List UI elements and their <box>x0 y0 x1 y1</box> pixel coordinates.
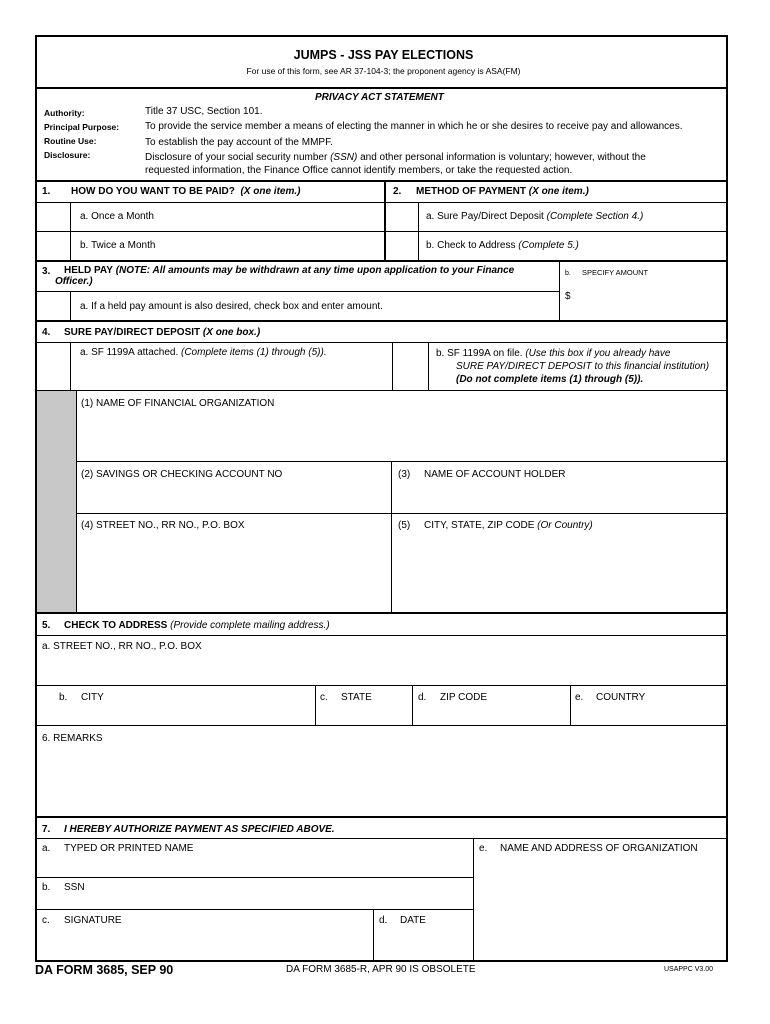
date-letter: d. <box>379 915 388 926</box>
divider <box>37 87 726 89</box>
account-holder-label: NAME OF ACCOUNT HOLDER <box>424 469 566 480</box>
check-street-label: a. STREET NO., RR NO., P.O. BOX <box>42 641 202 652</box>
city-state-zip-input[interactable] <box>393 532 726 612</box>
remarks-label: 6. REMARKS <box>42 733 103 744</box>
account-no-input[interactable] <box>77 481 390 512</box>
purpose-text: To provide the service member a means of electing the manner in which he or she desires to receive pay and allowances. <box>145 121 683 132</box>
org-address-label: NAME AND ADDRESS OF ORGANIZATION <box>500 843 698 854</box>
authority-text: Title 37 USC, Section 101. <box>145 106 263 117</box>
section3-heading: HELD PAY (NOTE: All amounts may be withdrawn at any time upon application to your Finance <box>64 265 515 276</box>
ssn-label: SSN <box>64 882 85 893</box>
form-subtitle: For use of this form, see AR 37-104-3; the proponent agency is ASA(FM) <box>246 66 521 76</box>
date-label: DATE <box>400 915 426 926</box>
direct-deposit-label: a. Sure Pay/Direct Deposit (Complete Section 4.) <box>426 211 644 222</box>
held-pay-checkbox[interactable] <box>37 292 70 321</box>
zip-input[interactable] <box>413 704 569 724</box>
held-pay-b-letter: b. <box>565 270 571 277</box>
section3-note-2: Officer.) <box>55 276 93 287</box>
form-id: DA FORM 3685, SEP 90 <box>35 963 174 977</box>
gray-shaded-column <box>37 391 76 613</box>
city-state-zip-label: CITY, STATE, ZIP CODE (Or Country) <box>424 520 593 531</box>
ssn-input[interactable] <box>37 894 472 908</box>
purpose-label: Principal Purpose: <box>44 122 120 132</box>
pay-election-form <box>35 35 728 962</box>
financial-org-input[interactable] <box>77 410 726 460</box>
once-a-month-label: a. Once a Month <box>80 211 154 222</box>
sf1199a-on-file-note: SURE PAY/DIRECT DEPOSIT to this financial institution) <box>456 361 710 372</box>
dollar-sign: $ <box>565 291 571 302</box>
name-letter: a. <box>42 843 51 854</box>
country-label: COUNTRY <box>596 692 646 703</box>
sf1199a-attached-label: a. SF 1199A attached. (Complete items (1) through (5)). <box>80 347 327 358</box>
section4-heading: SURE PAY/DIRECT DEPOSIT (X one box.) <box>64 327 261 338</box>
sf1199a-attached-checkbox[interactable] <box>37 343 70 389</box>
street-label: (4) STREET NO., RR NO., P.O. BOX <box>81 520 245 531</box>
twice-a-month-checkbox[interactable] <box>37 232 70 261</box>
ssn-letter: b. <box>42 882 51 893</box>
held-pay-label: a. If a held pay amount is also desired, check box and enter amount. <box>80 301 383 312</box>
city-letter: b. <box>59 692 68 703</box>
held-pay-amount-input[interactable] <box>572 285 722 315</box>
state-label: STATE <box>341 692 372 703</box>
section7-heading: I HEREBY AUTHORIZE PAYMENT AS SPECIFIED ABOVE. <box>64 824 335 835</box>
check-to-address-label: b. Check to Address (Complete 5.) <box>426 240 579 251</box>
country-letter: e. <box>575 692 584 703</box>
org-address-input[interactable] <box>475 855 726 960</box>
section7-number: 7. <box>42 824 51 835</box>
specify-amount-label: SPECIFY AMOUNT <box>582 268 649 277</box>
street-input[interactable] <box>77 532 390 612</box>
obsolete-notice: DA FORM 3685-R, APR 90 IS OBSOLETE <box>286 964 476 975</box>
form-title: JUMPS - JSS PAY ELECTIONS <box>293 48 474 62</box>
disclosure-text: Disclosure of your social security number (SSN) and other personal information is voluntary; however, without the <box>145 152 646 163</box>
org-letter: e. <box>479 843 488 854</box>
account-no-label: (2) SAVINGS OR CHECKING ACCOUNT NO <box>81 469 283 480</box>
country-input[interactable] <box>571 704 726 724</box>
section1-number: 1. <box>42 186 51 197</box>
section2-heading: METHOD OF PAYMENT (X one item.) <box>416 186 589 197</box>
section5-heading: CHECK TO ADDRESS (Provide complete mailing address.) <box>64 620 330 631</box>
routine-text: To establish the pay account of the MMPF. <box>145 137 333 148</box>
financial-org-label: (1) NAME OF FINANCIAL ORGANIZATION <box>81 398 275 409</box>
disclosure-label: Disclosure: <box>44 150 91 160</box>
city-input[interactable] <box>37 704 314 724</box>
version-label: USAPPC V3.00 <box>664 966 714 973</box>
section4-number: 4. <box>42 327 51 338</box>
section5-number: 5. <box>42 620 51 631</box>
printed-name-input[interactable] <box>37 855 472 876</box>
sf1199a-on-file-label: b. SF 1199A on file. (Use this box if you already have <box>436 348 671 359</box>
signature-input[interactable] <box>37 927 372 960</box>
city-label: CITY <box>81 692 104 703</box>
state-input[interactable] <box>316 704 411 724</box>
section2-number: 2. <box>393 186 402 197</box>
city-state-zip-number: (5) <box>398 520 411 531</box>
section1-heading: HOW DO YOU WANT TO BE PAID? (X one item.) <box>71 186 301 197</box>
once-a-month-checkbox[interactable] <box>37 203 70 231</box>
section3-number: 3. <box>42 266 51 277</box>
routine-label: Routine Use: <box>44 136 97 146</box>
divider <box>37 180 726 182</box>
privacy-heading: PRIVACY ACT STATEMENT <box>315 92 444 103</box>
check-street-input[interactable] <box>37 653 726 685</box>
signature-label: SIGNATURE <box>64 915 122 926</box>
account-holder-number: (3) <box>398 469 411 480</box>
zip-label: ZIP CODE <box>440 692 488 703</box>
twice-a-month-label: b. Twice a Month <box>80 240 156 251</box>
check-to-address-checkbox[interactable] <box>386 232 418 261</box>
sf1199a-on-file-checkbox[interactable] <box>393 343 428 389</box>
disclosure-text-2: requested information, the Finance Office cannot identify members, or take the requested action. <box>145 165 573 176</box>
direct-deposit-checkbox[interactable] <box>386 203 418 231</box>
printed-name-label: TYPED OR PRINTED NAME <box>64 843 194 854</box>
authority-label: Authority: <box>44 108 85 118</box>
account-holder-input[interactable] <box>393 481 726 512</box>
zip-letter: d. <box>418 692 427 703</box>
signature-letter: c. <box>42 915 50 926</box>
sf1199a-on-file-note-2: (Do not complete items (1) through (5)). <box>456 374 644 385</box>
date-input[interactable] <box>375 927 472 960</box>
state-letter: c. <box>320 692 328 703</box>
remarks-input[interactable] <box>37 745 726 815</box>
